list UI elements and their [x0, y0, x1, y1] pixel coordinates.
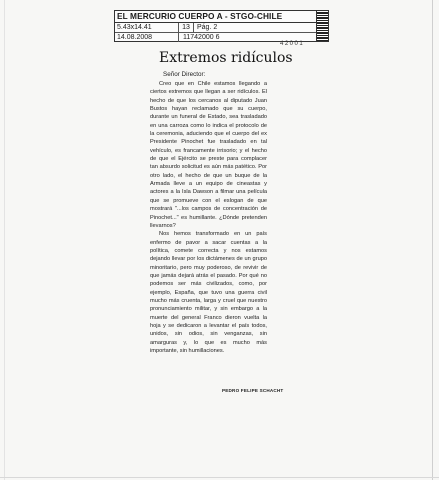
header-date: 14.08.2008	[115, 33, 179, 42]
header-code: 42001	[280, 41, 305, 47]
article-signature: PEDRO FELIPE SCHACHT	[222, 388, 284, 393]
article-paragraph: Creo que en Chile estamos llegando a ciertos extremos que llegan a ser ridículos. El hecho de que los cercanos al diputado Juan Bustos hayan reclamado que su cuerpo, durante un funeral de Estado, sea trasladado en una carroza como lo indica el protocolo de la ceremonia, aduciendo que el cuerpo del ex Presidente Pinochet fue trasladado en tal vehículo, es francamente irrisorio; y el hecho de que el Ejército se preste para complacer tan absurdo solicitud es aún más patético. Por otro lado, el hecho de que un buque de la Armada lleve a un equipo de cineastas y actores a la Isla Dawson a filmar una película que se promueve con el eslogan de que mostrará "...los campos de concentración de Pinochet..." es humillante. ¿Dónde pretenden llevarnos?	[150, 81, 267, 229]
scan-edge-bottom	[0, 477, 439, 478]
header-size: 5.43x14.41	[115, 23, 179, 32]
header-source: EL MERCURIO CUERPO A - STGO-CHILE	[115, 11, 316, 23]
header-page: Pág. 2	[197, 24, 218, 31]
article-title: Extremos ridículos	[159, 50, 293, 66]
header-number: 13	[179, 23, 194, 32]
header-id: 11742000 6	[183, 34, 220, 41]
barcode-icon	[316, 10, 329, 42]
article-paragraph: Nos hemos transformado en un país enfermo de pavor a sacar cuentas a la política, comete correcta y nos estamos dejando llevar por los dictámenes de un grupo minoritario, pero muy poderoso, de revivir de que jamás dejará atrás el pasado. Por qué no podemos ser más civilizados, como, por ejemplo, España, que tuvo una guerra civil mucho más cruenta, larga y cruel que nuestro pronunciamiento militar, y sin embargo a la muerte del general Franco dieron vuelta la hoja y se dedicaron a levantar el país todos, unidos, sin odios, sin venganzas, sin amarguras y, lo que es mucho más importante, sin humillaciones.	[150, 231, 267, 354]
scan-edge-left	[4, 0, 5, 480]
article-salutation: Señor Director:	[163, 71, 206, 78]
scan-edge-right	[432, 0, 433, 480]
header-row-size	[115, 23, 316, 32]
clipping-header	[114, 10, 317, 42]
article-body	[150, 80, 267, 355]
